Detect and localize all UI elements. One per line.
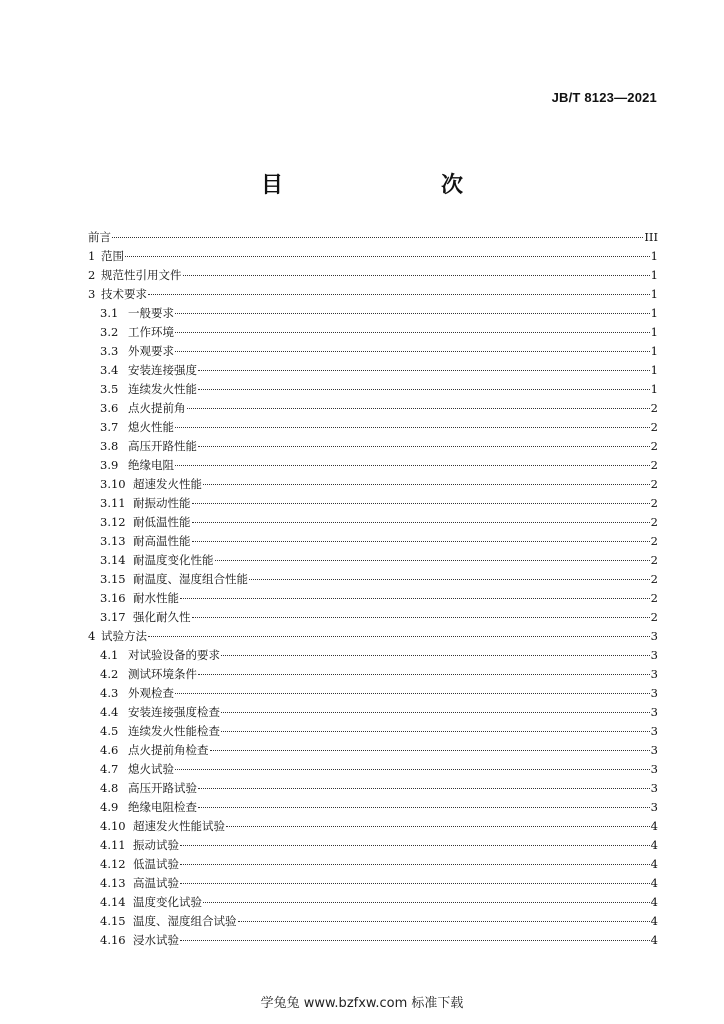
toc-entry-page: 3 bbox=[650, 667, 658, 681]
toc-entry[interactable] bbox=[88, 475, 658, 494]
toc-entry-number: 3.9 bbox=[100, 458, 119, 472]
toc-dot-leader bbox=[187, 407, 650, 409]
toc-entry-number: 2 bbox=[88, 268, 96, 282]
toc-entry-page: 3 bbox=[650, 781, 658, 795]
document-code: JB/T 8123—2021 bbox=[551, 90, 657, 105]
toc-entry-label: 耐低温性能 bbox=[133, 515, 191, 529]
toc-entry-label: 安装连接强度检查 bbox=[128, 705, 220, 719]
toc-entry-number: 1 bbox=[88, 249, 96, 263]
toc-entry-number: 3.14 bbox=[100, 553, 126, 567]
toc-entry[interactable] bbox=[88, 665, 658, 684]
toc-entry-label: 绝缘电阻检查 bbox=[128, 800, 197, 814]
toc-entry-page: 2 bbox=[650, 496, 658, 510]
toc-entry-page: 2 bbox=[650, 515, 658, 529]
toc-entry-page: 3 bbox=[650, 648, 658, 662]
toc-entry-number: 4.10 bbox=[100, 819, 126, 833]
toc-entry-label: 耐温度变化性能 bbox=[133, 553, 214, 567]
toc-entry[interactable] bbox=[88, 266, 658, 285]
toc-entry-label: 技术要求 bbox=[101, 287, 147, 301]
toc-entry-page: 4 bbox=[650, 895, 658, 909]
toc-entry[interactable] bbox=[88, 646, 658, 665]
toc-entry-number: 4.16 bbox=[100, 933, 126, 947]
toc-dot-leader bbox=[148, 293, 650, 295]
page-title: 目 次 bbox=[260, 173, 501, 198]
toc-entry-page: 1 bbox=[650, 363, 658, 377]
toc-entry-label: 绝缘电阻 bbox=[128, 458, 174, 472]
toc-entry-number: 3.5 bbox=[100, 382, 119, 396]
toc-entry-label: 试验方法 bbox=[101, 629, 147, 643]
toc-entry[interactable] bbox=[88, 380, 658, 399]
toc-entry-label: 对试验设备的要求 bbox=[128, 648, 220, 662]
toc-entry-page: 1 bbox=[650, 382, 658, 396]
toc-entry-page: 2 bbox=[650, 477, 658, 491]
toc-dot-leader bbox=[175, 312, 650, 314]
toc-dot-leader bbox=[198, 369, 650, 371]
toc-entry-label: 外观检查 bbox=[128, 686, 174, 700]
toc-entry-label: 耐温度、湿度组合性能 bbox=[133, 572, 248, 586]
toc-entry-page: 1 bbox=[650, 344, 658, 358]
toc-entry[interactable] bbox=[88, 456, 658, 475]
toc-entry[interactable] bbox=[88, 228, 658, 247]
toc-dot-leader bbox=[198, 388, 650, 390]
toc-entry-label: 测试环境条件 bbox=[128, 667, 197, 681]
toc-dot-leader bbox=[210, 749, 650, 751]
toc-entry-page: 4 bbox=[650, 819, 658, 833]
toc-entry-label: 连续发火性能 bbox=[128, 382, 197, 396]
toc-entry[interactable] bbox=[88, 703, 658, 722]
toc-entry-label: 点火提前角检查 bbox=[128, 743, 209, 757]
toc-entry-number: 3.7 bbox=[100, 420, 119, 434]
toc-dot-leader bbox=[192, 521, 650, 523]
toc-entry-page: 4 bbox=[650, 838, 658, 852]
toc-entry[interactable] bbox=[88, 817, 658, 836]
toc-dot-leader bbox=[180, 597, 650, 599]
toc-entry-page: 1 bbox=[650, 325, 658, 339]
toc-entry[interactable] bbox=[88, 551, 658, 570]
toc-entry-number: 4 bbox=[88, 629, 96, 643]
toc-entry-number: 3.17 bbox=[100, 610, 126, 624]
toc-entry[interactable] bbox=[88, 874, 658, 893]
toc-entry-number: 3.15 bbox=[100, 572, 126, 586]
toc-entry-label: 连续发火性能检查 bbox=[128, 724, 220, 738]
toc-entry[interactable] bbox=[88, 684, 658, 703]
toc-dot-leader bbox=[198, 445, 650, 447]
toc-entry[interactable] bbox=[88, 570, 658, 589]
toc-entry[interactable] bbox=[88, 741, 658, 760]
toc-entry-page: 3 bbox=[650, 705, 658, 719]
toc-entry-number: 4.14 bbox=[100, 895, 126, 909]
toc-entry-label: 一般要求 bbox=[128, 306, 174, 320]
toc-entry-number: 4.7 bbox=[100, 762, 119, 776]
toc-dot-leader bbox=[215, 559, 650, 561]
toc-entry-label: 浸水试验 bbox=[133, 933, 179, 947]
toc-entry-label: 外观要求 bbox=[128, 344, 174, 358]
toc-entry-page: 2 bbox=[650, 534, 658, 548]
toc-entry-page: 1 bbox=[650, 249, 658, 263]
toc-entry-page: 4 bbox=[650, 857, 658, 871]
toc-entry-page: 4 bbox=[650, 876, 658, 890]
toc-entry-page: 3 bbox=[650, 629, 658, 643]
toc-entry-number: 3.6 bbox=[100, 401, 119, 415]
toc-entry-page: 3 bbox=[650, 800, 658, 814]
watermark-footer: 学兔兔 www.bzfxw.com 标准下载 bbox=[260, 996, 464, 1011]
toc-entry[interactable] bbox=[88, 247, 658, 266]
toc-dot-leader bbox=[221, 654, 650, 656]
toc-entry-label: 高温试验 bbox=[133, 876, 179, 890]
toc-dot-leader bbox=[175, 692, 650, 694]
toc-dot-leader bbox=[238, 920, 650, 922]
toc-dot-leader bbox=[180, 939, 650, 941]
toc-entry-page: 4 bbox=[650, 914, 658, 928]
toc-entry[interactable] bbox=[88, 779, 658, 798]
toc-entry-label: 工作环境 bbox=[128, 325, 174, 339]
toc-entry[interactable] bbox=[88, 855, 658, 874]
toc-entry-number: 4.1 bbox=[100, 648, 119, 662]
toc-entry-number: 4.3 bbox=[100, 686, 119, 700]
toc-entry-number: 4.5 bbox=[100, 724, 119, 738]
toc-dot-leader bbox=[148, 635, 650, 637]
toc-entry-label: 温度变化试验 bbox=[133, 895, 202, 909]
toc-dot-leader bbox=[175, 331, 650, 333]
toc-entry-page: 1 bbox=[650, 268, 658, 282]
toc-entry-page: 3 bbox=[650, 724, 658, 738]
toc-entry-page: 1 bbox=[650, 306, 658, 320]
toc-entry-number: 4.12 bbox=[100, 857, 126, 871]
toc-entry[interactable] bbox=[88, 361, 658, 380]
toc-entry-page: 2 bbox=[650, 439, 658, 453]
toc-entry-label: 耐水性能 bbox=[133, 591, 179, 605]
toc-dot-leader bbox=[203, 901, 650, 903]
toc-dot-leader bbox=[192, 616, 650, 618]
toc-entry-number: 4.15 bbox=[100, 914, 126, 928]
toc-dot-leader bbox=[192, 540, 650, 542]
toc-entry-label: 高压开路性能 bbox=[128, 439, 197, 453]
toc-entry-page: III bbox=[644, 230, 658, 244]
toc-dot-leader bbox=[221, 711, 650, 713]
toc-entry-number: 4.13 bbox=[100, 876, 126, 890]
toc-entry-label: 安装连接强度 bbox=[128, 363, 197, 377]
toc-dot-leader bbox=[221, 730, 650, 732]
toc-entry-number: 3.1 bbox=[100, 306, 119, 320]
toc-dot-leader bbox=[249, 578, 650, 580]
toc-entry[interactable] bbox=[88, 342, 658, 361]
toc-entry-label: 熄火性能 bbox=[128, 420, 174, 434]
toc-entry-label: 点火提前角 bbox=[128, 401, 186, 415]
toc-entry[interactable] bbox=[88, 532, 658, 551]
toc-entry[interactable] bbox=[88, 513, 658, 532]
toc-entry-number: 3.3 bbox=[100, 344, 119, 358]
toc-entry[interactable] bbox=[88, 760, 658, 779]
toc-entry-number: 3 bbox=[88, 287, 96, 301]
toc-entry-page: 3 bbox=[650, 686, 658, 700]
toc-entry-page: 2 bbox=[650, 610, 658, 624]
toc-dot-leader bbox=[175, 350, 650, 352]
toc-entry-page: 2 bbox=[650, 420, 658, 434]
toc-dot-leader bbox=[183, 274, 650, 276]
toc-entry[interactable] bbox=[88, 627, 658, 646]
toc-entry-label: 振动试验 bbox=[133, 838, 179, 852]
toc-entry-number: 3.13 bbox=[100, 534, 126, 548]
toc-entry-label: 前言 bbox=[88, 230, 111, 244]
toc-entry-page: 2 bbox=[650, 572, 658, 586]
toc-dot-leader bbox=[125, 255, 650, 257]
toc-entry-label: 范围 bbox=[101, 249, 124, 263]
toc-entry-page: 2 bbox=[650, 553, 658, 567]
toc-entry[interactable] bbox=[88, 399, 658, 418]
toc-entry[interactable] bbox=[88, 722, 658, 741]
toc-dot-leader bbox=[226, 825, 650, 827]
toc-dot-leader bbox=[175, 426, 650, 428]
toc-entry-number: 3.16 bbox=[100, 591, 126, 605]
toc-entry-number: 3.2 bbox=[100, 325, 119, 339]
toc-dot-leader bbox=[175, 768, 650, 770]
toc-entry[interactable] bbox=[88, 304, 658, 323]
toc-entry-number: 3.8 bbox=[100, 439, 119, 453]
toc-entry-page: 2 bbox=[650, 591, 658, 605]
toc-dot-leader bbox=[192, 502, 650, 504]
toc-entry[interactable] bbox=[88, 494, 658, 513]
toc-entry[interactable] bbox=[88, 836, 658, 855]
toc-entry[interactable] bbox=[88, 931, 658, 950]
toc-entry-page: 3 bbox=[650, 762, 658, 776]
toc-entry-number: 4.11 bbox=[100, 838, 126, 852]
toc-entry-number: 4.2 bbox=[100, 667, 119, 681]
toc-dot-leader bbox=[198, 806, 650, 808]
toc-entry-label: 熄火试验 bbox=[128, 762, 174, 776]
toc-dot-leader bbox=[180, 882, 650, 884]
toc-entry-number: 4.9 bbox=[100, 800, 119, 814]
toc-entry-page: 1 bbox=[650, 287, 658, 301]
toc-dot-leader bbox=[198, 673, 650, 675]
toc-entry[interactable] bbox=[88, 912, 658, 931]
toc-dot-leader bbox=[203, 483, 650, 485]
toc-dot-leader bbox=[180, 863, 650, 865]
toc-entry-page: 4 bbox=[650, 933, 658, 947]
toc-dot-leader bbox=[198, 787, 650, 789]
toc-entry-label: 规范性引用文件 bbox=[101, 268, 182, 282]
toc-entry-number: 4.8 bbox=[100, 781, 119, 795]
toc-entry-label: 高压开路试验 bbox=[128, 781, 197, 795]
toc-entry-page: 2 bbox=[650, 458, 658, 472]
toc-entry-page: 2 bbox=[650, 401, 658, 415]
toc-entry-label: 低温试验 bbox=[133, 857, 179, 871]
toc-entry[interactable] bbox=[88, 589, 658, 608]
toc-entry-number: 4.4 bbox=[100, 705, 119, 719]
toc-entry-number: 3.4 bbox=[100, 363, 119, 377]
toc-entry-label: 超速发火性能试验 bbox=[133, 819, 225, 833]
toc-entry[interactable] bbox=[88, 608, 658, 627]
toc-entry-number: 3.11 bbox=[100, 496, 126, 510]
toc-entry[interactable] bbox=[88, 285, 658, 304]
toc-entry-number: 4.6 bbox=[100, 743, 119, 757]
toc-entry-label: 温度、湿度组合试验 bbox=[133, 914, 237, 928]
toc-dot-leader bbox=[180, 844, 650, 846]
toc-entry-label: 强化耐久性 bbox=[133, 610, 191, 624]
toc-entry[interactable] bbox=[88, 437, 658, 456]
table-of-contents bbox=[88, 228, 658, 950]
toc-entry[interactable] bbox=[88, 893, 658, 912]
toc-entry[interactable] bbox=[88, 798, 658, 817]
toc-entry[interactable] bbox=[88, 418, 658, 437]
toc-entry-number: 3.10 bbox=[100, 477, 126, 491]
toc-entry-label: 超速发火性能 bbox=[133, 477, 202, 491]
toc-entry-page: 3 bbox=[650, 743, 658, 757]
toc-dot-leader bbox=[112, 236, 643, 238]
toc-entry-label: 耐高温性能 bbox=[133, 534, 191, 548]
toc-entry-label: 耐振动性能 bbox=[133, 496, 191, 510]
toc-entry-number: 3.12 bbox=[100, 515, 126, 529]
toc-entry[interactable] bbox=[88, 323, 658, 342]
toc-dot-leader bbox=[175, 464, 650, 466]
